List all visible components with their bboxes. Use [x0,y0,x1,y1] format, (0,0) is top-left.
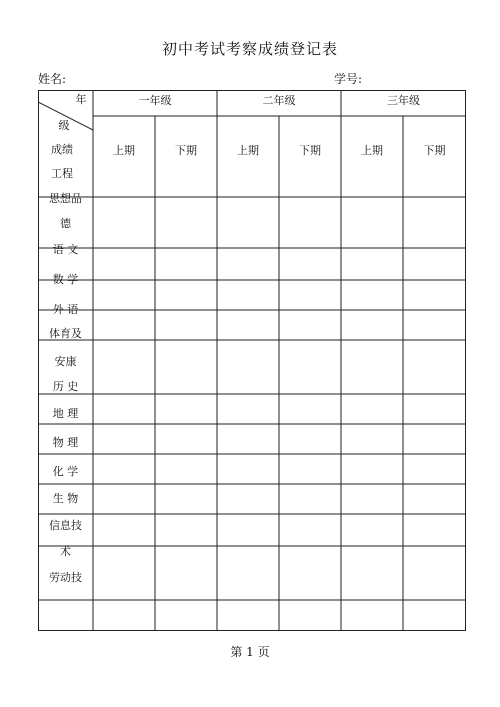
grade-header-3: 三年级 [387,94,420,107]
term-header-6: 下期 [423,144,446,157]
subject-label: 历 史 [52,380,79,393]
student-id-label: 学号: [334,72,363,86]
subject-label: 数 学 [52,273,79,286]
subject-label: 安康 [54,355,77,368]
grade-table [38,90,466,631]
term-header-3: 上期 [237,144,259,157]
subject-label: 思想品 [49,192,82,205]
subject-label: 信息技 [49,519,82,532]
subject-label: 化 学 [52,465,79,478]
term-header-2: 下期 [175,144,197,157]
corner-score-label: 成绩 [51,143,73,156]
corner-year-label: 年 [75,93,87,106]
subject-label: 体育及 [49,327,82,340]
name-label: 姓名: [38,72,67,86]
subject-label: 劳动技 [49,571,82,584]
table-grid-lines [38,90,466,631]
subject-label: 物 理 [52,436,79,449]
grade-header-1: 一年级 [138,94,172,107]
corner-grade-label: 级 [58,119,70,132]
term-header-4: 下期 [299,144,321,157]
grade-header-2: 二年级 [262,94,296,107]
corner-item-label: 工程 [51,167,73,180]
subject-label: 德 [60,217,71,230]
subject-label: 术 [60,545,71,558]
page-title: 初中考试考察成绩登记表 [161,40,338,58]
subject-label: 语 文 [52,243,79,256]
table-border [39,91,466,631]
subject-label: 外 语 [52,303,79,316]
subject-label: 生 物 [52,492,79,505]
page-number: 第 1 页 [230,645,270,659]
term-header-5: 上期 [361,144,383,157]
subject-label: 地 理 [52,407,79,420]
term-header-1: 上期 [113,144,135,157]
